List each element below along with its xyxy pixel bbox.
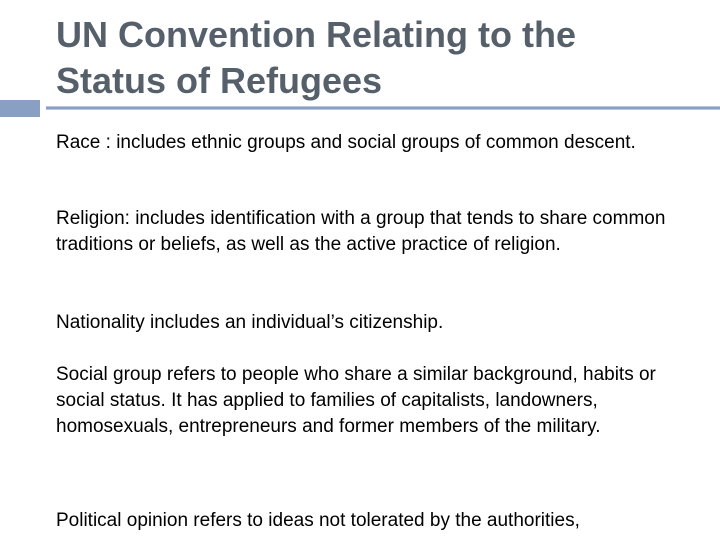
paragraph-religion: Religion: includes identification with a group that tends to share common traditions or beliefs, as well as the active practice of religion. [56,208,666,255]
slide-title-line-1: UN Convention Relating to the [56,14,576,55]
title-rule-line [46,106,720,110]
paragraph-political-opinion: Political opinion refers to ideas not tolerated by the authorities, [56,510,580,531]
slide-title-line-2: Status of Refugees [56,60,383,101]
paragraph-race: Race : includes ethnic groups and social groups of common descent. [56,132,636,153]
slide-title [56,12,696,104]
paragraph-social-group: Social group refers to people who share a similar background, habits or social status. It has applied to families of capitalists, landowners, homosexuals, entrepreneurs and former members of the military. [56,364,656,437]
title-rule-block [0,100,40,117]
paragraph-nationality: Nationality includes an individual’s citizenship. [56,312,444,333]
